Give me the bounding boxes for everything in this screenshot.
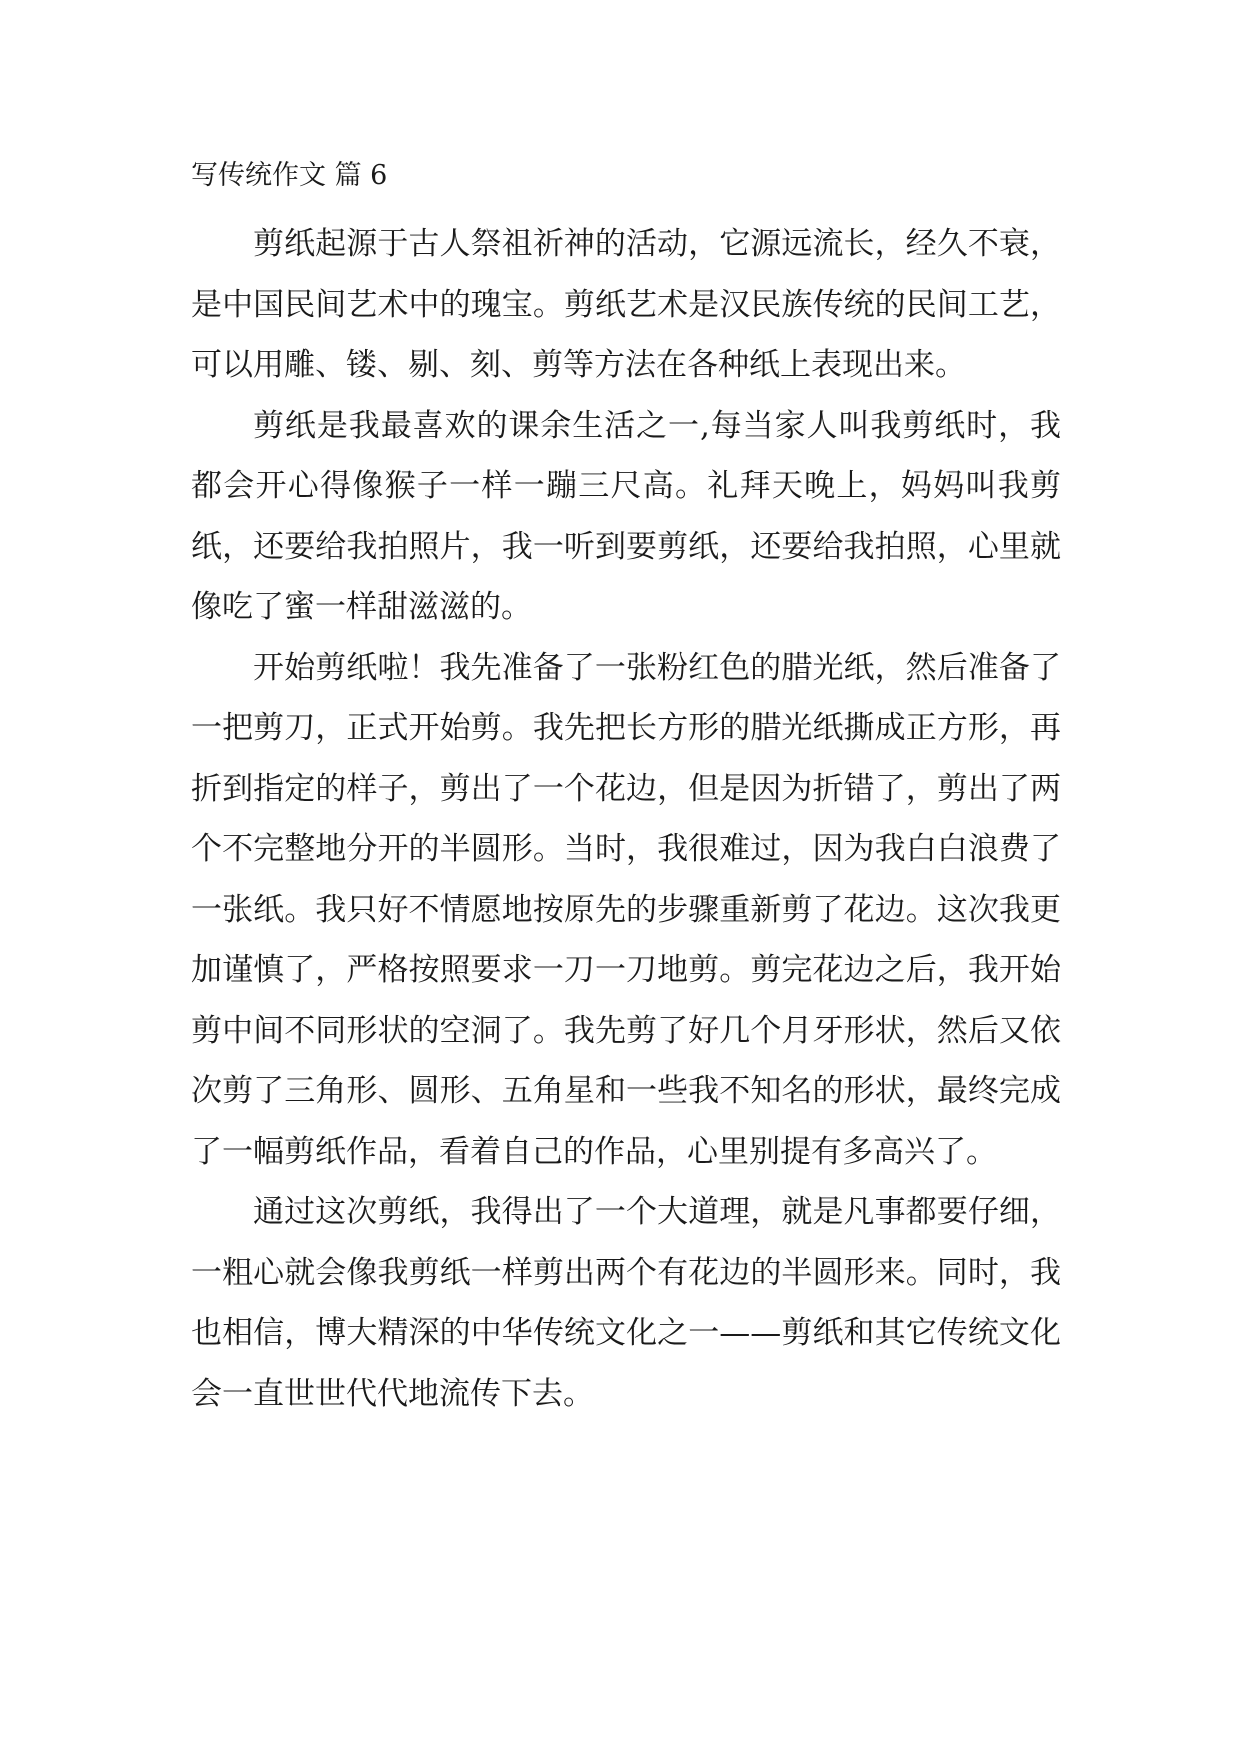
document-title: 写传统作文 篇 6: [191, 160, 388, 191]
document-body: [191, 214, 1061, 1424]
paragraph-conclusion: 通过这次剪纸，我得出了一个大道理，就是凡事都要仔细，一粗心就会像我剪纸一样剪出两个有花边的半圆形来。同时，我也相信，博大精深的中华传统文化之一——剪纸和其它传统文化会一直世世代代地流传下去。: [191, 1194, 1061, 1412]
paragraph-process: 开始剪纸啦！我先准备了一张粉红色的腊光纸，然后准备了一把剪刀，正式开始剪。我先把长方形的腊光纸撕成正方形，再折到指定的样子，剪出了一个花边，但是因为折错了，剪出了两个不完整地分开的半圆形。当时，我很难过，因为我白白浪费了一张纸。我只好不情愿地按原先的步骤重新剪了花边。这次我更加谨慎了，严格按照要求一刀一刀地剪。剪完花边之后，我开始剪中间不同形状的空洞了。我先剪了好几个月牙形状，然后又依次剪了三角形、圆形、五角星和一些我不知名的形状，最终完成了一幅剪纸作品，看着自己的作品，心里别提有多高兴了。: [191, 649, 1061, 1170]
paragraph-hobby: 剪纸是我最喜欢的课余生活之一,每当家人叫我剪纸时，我都会开心得像猴子一样一蹦三尺高。礼拜天晚上，妈妈叫我剪纸，还要给我拍照片，我一听到要剪纸，还要给我拍照，心里就像吃了蜜一样甜滋滋的。: [191, 407, 1061, 625]
paragraph-origin: 剪纸起源于古人祭祖祈神的活动，它源远流长，经久不衰，是中国民间艺术中的瑰宝。剪纸艺术是汉民族传统的民间工艺，可以用雕、镂、剔、刻、剪等方法在各种纸上表现出来。: [191, 226, 1061, 383]
document-page: [191, 158, 1061, 1424]
